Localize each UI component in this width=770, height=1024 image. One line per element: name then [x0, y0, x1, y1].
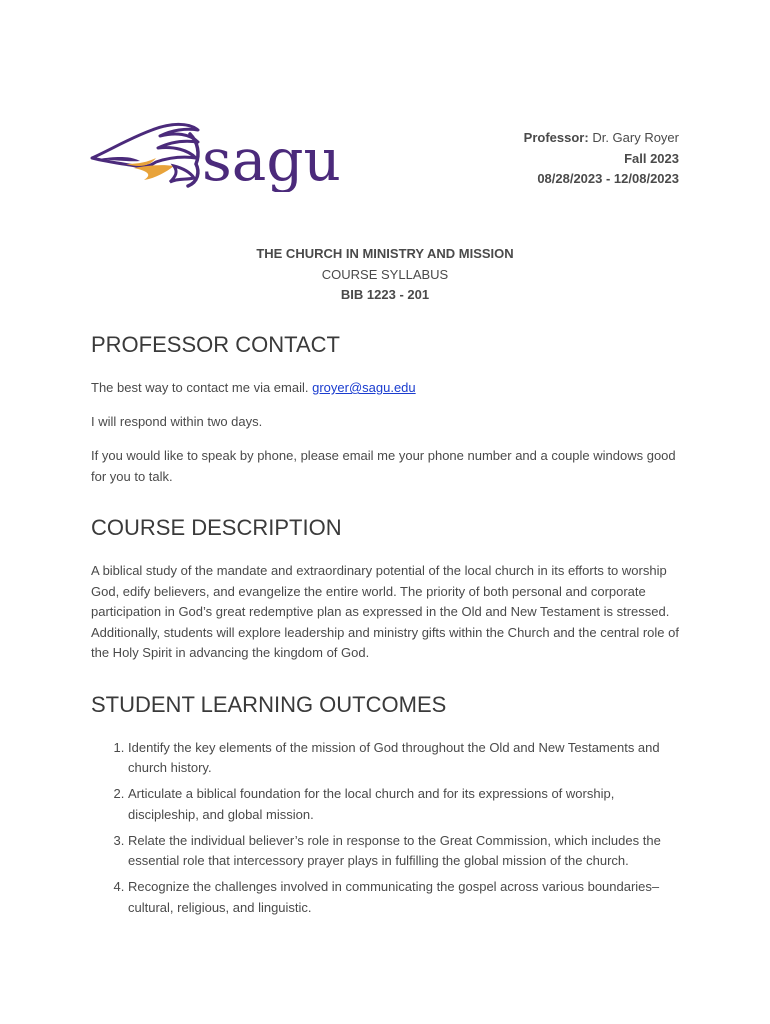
term: Fall 2023	[624, 150, 679, 166]
title-block	[0, 244, 770, 306]
outcomes-list	[91, 738, 683, 919]
main-content	[91, 330, 683, 924]
description-paragraph: A biblical study of the mandate and extraordinary potential of the local church in its efforts to worship God, edify believers, and evangelize the entire world. The priority of both personal and corporate participation in God’s great redemptive plan as expressed in the Old and New Testament is stressed. Additionally, students will explore leadership and ministry gifts within the Church and the central role of the Holy Spirit in advancing the kingdom of God.	[91, 563, 679, 660]
outcomes-heading: STUDENT LEARNING OUTCOMES	[91, 691, 447, 717]
description-heading: COURSE DESCRIPTION	[91, 515, 342, 540]
svg-text:sagu: sagu	[202, 126, 341, 192]
list-item: 1. Identify the key elements of the mission of God throughout the Old and New Testaments and church history.	[128, 738, 683, 779]
course-code: BIB 1223 - 201	[340, 287, 430, 302]
document-type: COURSE SYLLABUS	[321, 266, 449, 282]
sagu-logo	[90, 120, 352, 192]
list-item: 3. Relate the individual believer’s role in response to the Great Commission, which includes the essential role that intercessory prayer plays in fulfilling the global mission of the church.	[128, 831, 683, 872]
list-item: 4. Recognize the challenges involved in communicating the gospel across various boundaries–cultural, religious, and linguistic.	[128, 877, 683, 918]
contact-paragraph-response: I will respond within two days.	[91, 414, 263, 429]
professor-label: Professor:	[523, 130, 589, 145]
contact-paragraph-phone: If you would like to speak by phone, please email me your phone number and a couple windows good for you to talk.	[91, 448, 676, 484]
course-meta	[524, 128, 679, 190]
contact-paragraph-email	[91, 378, 683, 399]
list-item: 2. Articulate a biblical foundation for the local church and for its expressions of worship, discipleship, and global mission.	[128, 784, 683, 825]
date-range: 08/28/2023 - 12/08/2023	[537, 171, 679, 186]
email-link[interactable]: groyer@sagu.edu	[312, 380, 416, 395]
professor-line	[524, 128, 679, 149]
contact-heading: PROFESSOR CONTACT	[91, 332, 340, 357]
course-name: THE CHURCH IN MINISTRY AND MISSION	[256, 246, 514, 261]
professor-name: Dr. Gary Royer	[592, 130, 679, 145]
contact-text: The best way to contact me via email.	[91, 380, 313, 395]
lion-mane-icon	[90, 120, 352, 192]
